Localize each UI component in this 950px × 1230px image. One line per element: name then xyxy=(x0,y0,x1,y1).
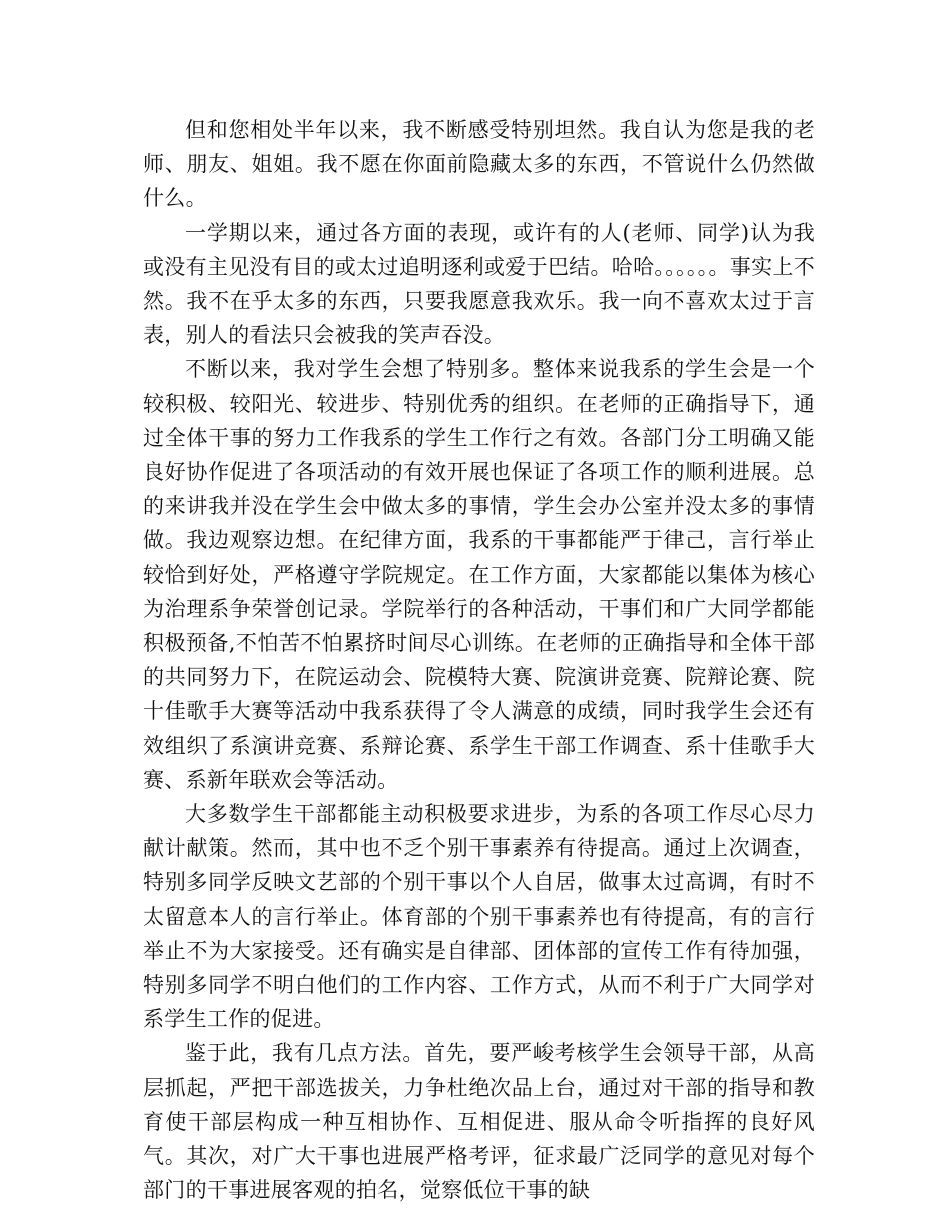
paragraph-4: 大多数学生干部都能主动积极要求进步，为系的各项工作尽心尽力献计献策。然而，其中也不乏个别干事素养有待提高。通过上次调查，特别多同学反映文艺部的个别干事以个人自居，做事太过高调，有时不太留意本人的言行举止。体育部的个别干事素养也有待提高，有的言行举止不为大家接受。还有确实是自律部、团体部的宣传工作有待加强，特别多同学不明白他们的工作内容、工作方式，从而不利于广大同学对系学生工作的促进。 xyxy=(143,802,815,1032)
paragraph-2: 一学期以来，通过各方面的表现，或许有的人(老师、同学)认为我或没有主见没有目的或太过追明逐利或爱于巴结。哈哈。。。。。。事实上不然。我不在乎太多的东西，只要我愿意我欢乐。我一向不喜欢太过于言表，别人的看法只会被我的笑声吞没。 xyxy=(143,220,815,348)
paragraph-5: 鉴于此，我有几点方法。首先，要严峻考核学生会领导干部，从高层抓起，严把干部选拔关，力争杜绝次品上台，通过对干部的指导和教育使干部层构成一种互相协作、互相促进、服从命令听指挥的良好风气。其次，对广大干事也进展严格考评，征求最广泛同学的意见对每个部门的干事进展客观的拍名，觉察低位干事的缺 xyxy=(143,1041,815,1203)
document-body xyxy=(143,113,815,1208)
paragraph-3: 不断以来，我对学生会想了特别多。整体来说我系的学生会是一个较积极、较阳光、较进步、特别优秀的组织。在老师的正确指导下，通过全体干事的努力工作我系的学生工作行之有效。各部门分工明确又能良好协作促进了各项活动的有效开展也保证了各项工作的顺利进展。总的来讲我并没在学生会中做太多的事情，学生会办公室并没太多的事情做。我边观察边想。在纪律方面，我系的干事都能严于律己，言行举止较恰到好处，严格遵守学院规定。在工作方面，大家都能以集体为核心为治理系争荣誉创记录。学院举行的各种活动，干事们和广大同学都能积极预备,不怕苦不怕累挤时间尽心训练。在老师的正确指导和全体干部的共同努力下，在院运动会、院模特大赛、院演讲竞赛、院辩论赛、院十佳歌手大赛等活动中我系获得了令人满意的成绩，同时我学生会还有效组织了系演讲竞赛、系辩论赛、系学生干部工作调查、系十佳歌手大赛、系新年联欢会等活动。 xyxy=(143,357,815,792)
paragraph-1: 但和您相处半年以来，我不断感受特别坦然。我自认为您是我的老师、朋友、姐姐。我不愿在你面前隐藏太多的东西，不管说什么仍然做什么。 xyxy=(143,118,815,211)
